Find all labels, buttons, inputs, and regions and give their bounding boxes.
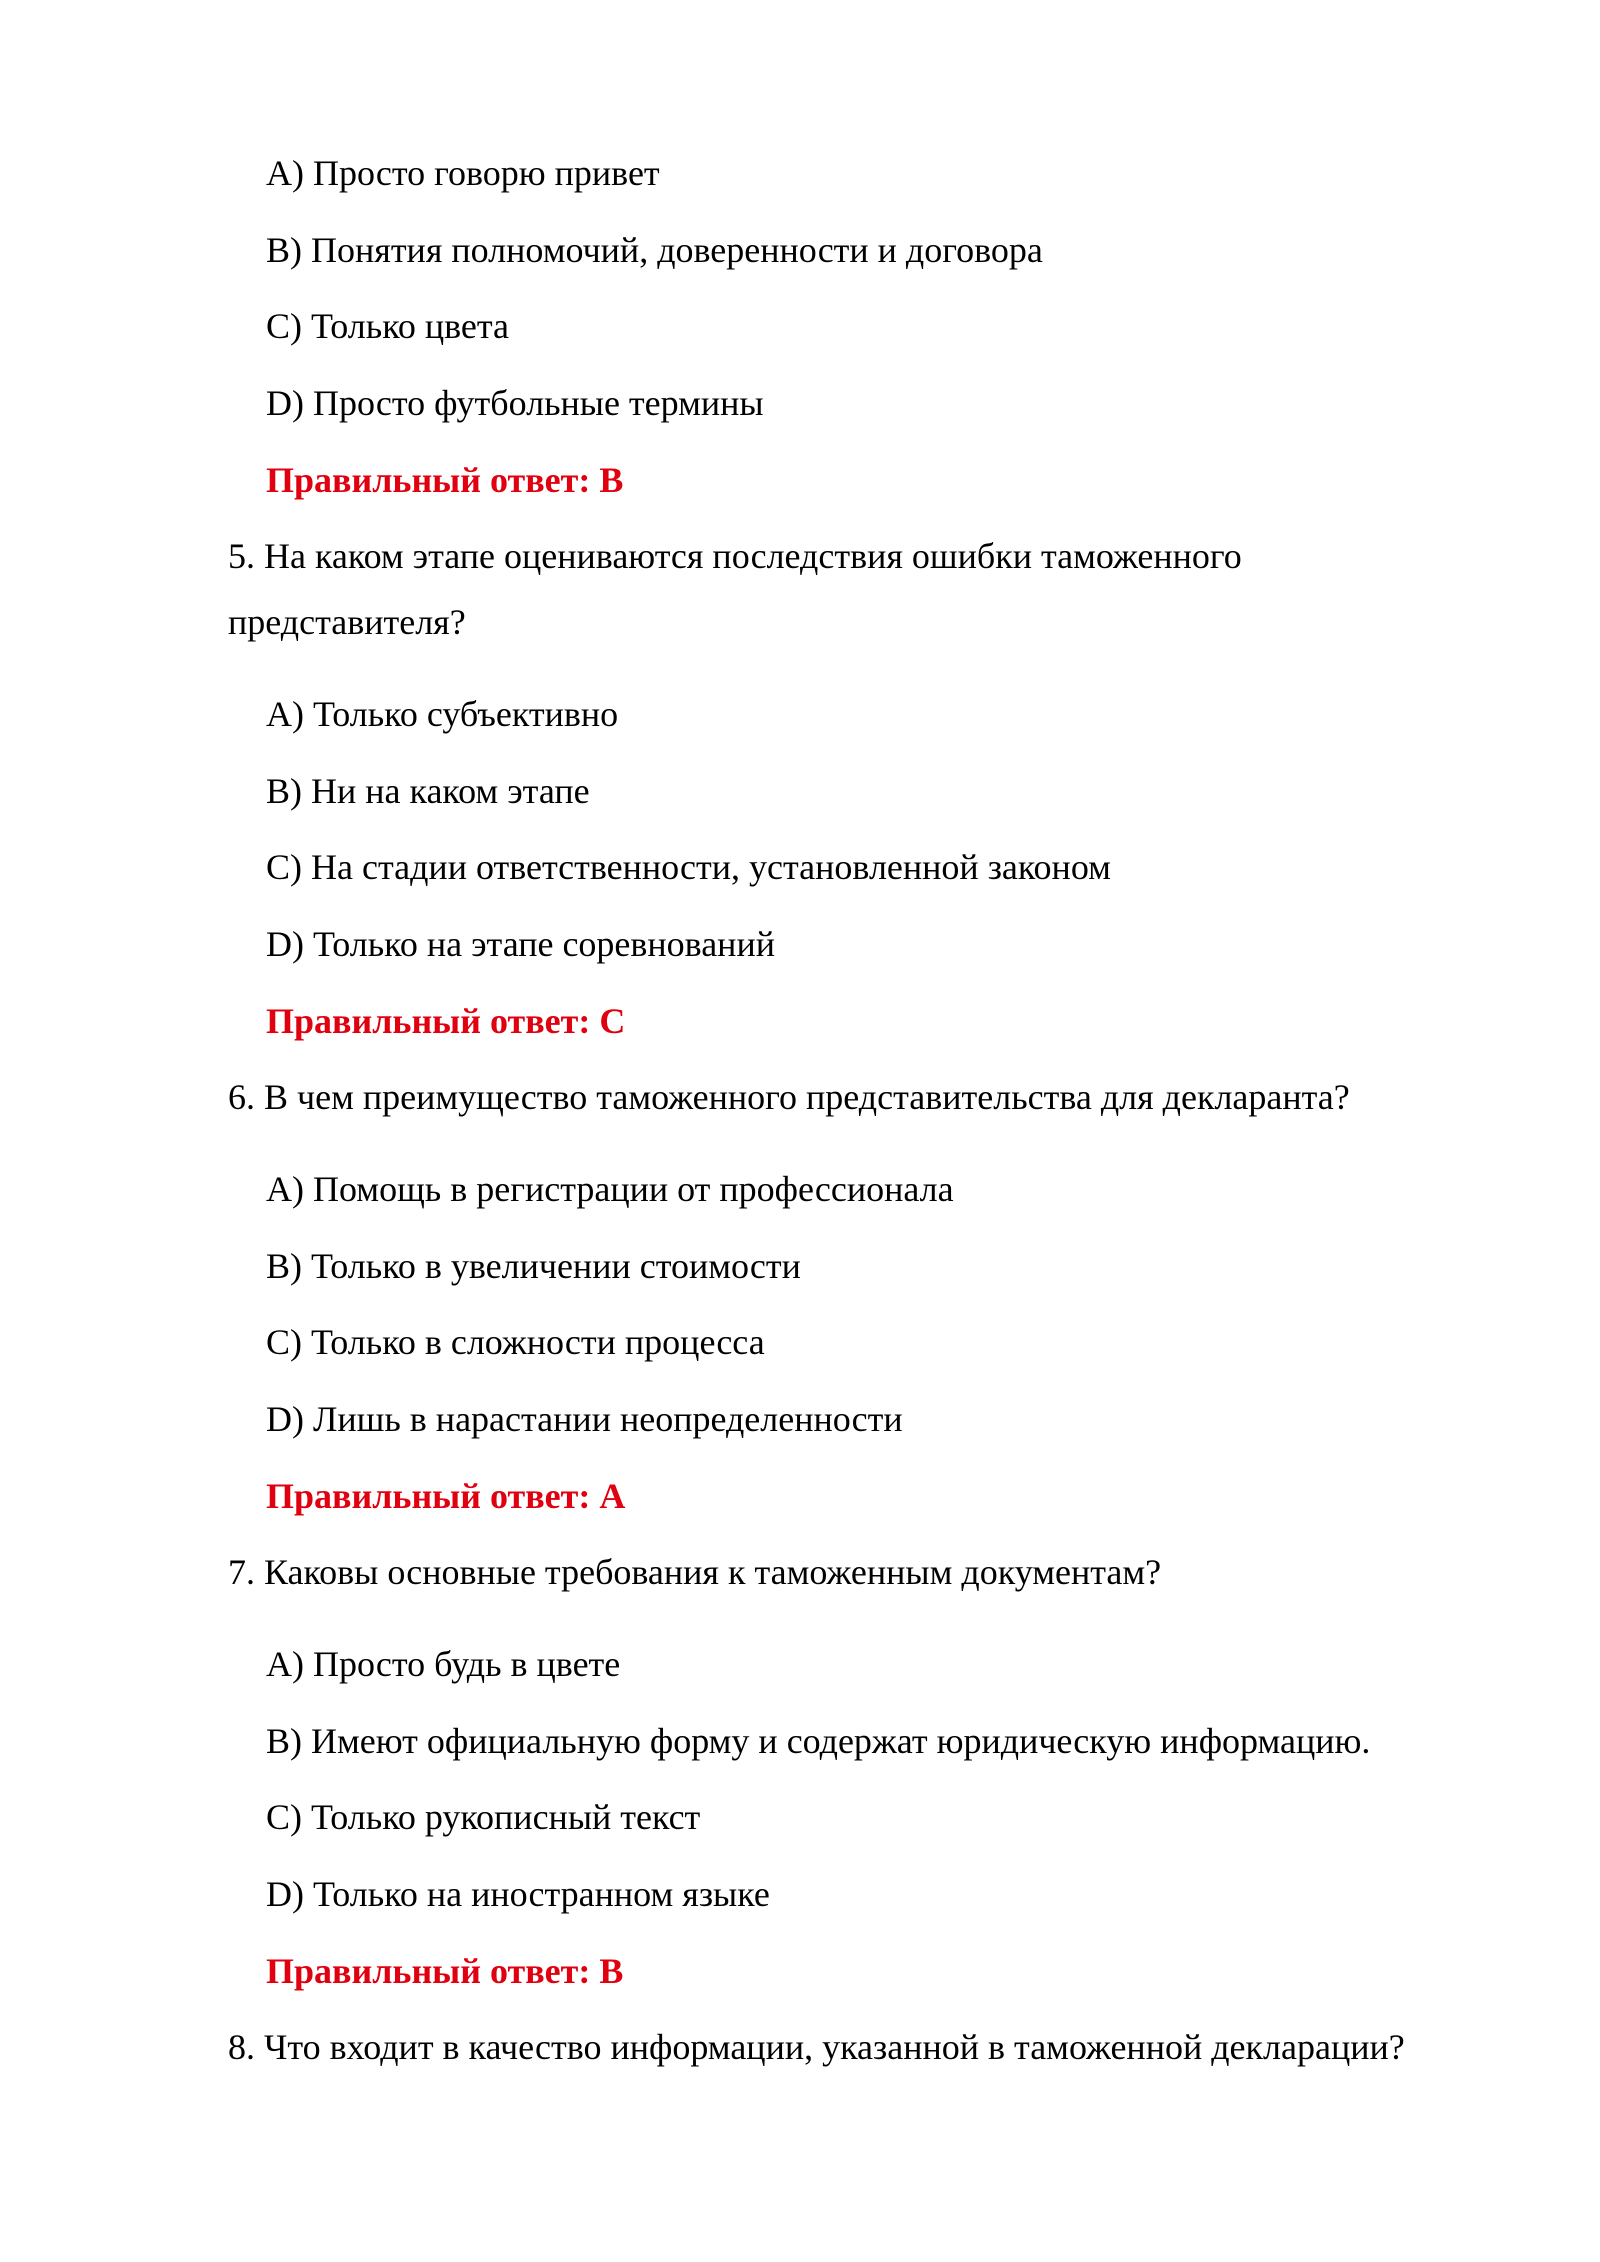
option-b: B) Ни на каком этапе xyxy=(266,771,590,811)
question-text: 8. Что входит в качество информации, указанной в таможенной декларации? xyxy=(228,2027,1405,2067)
option-b: B) Имеют официальную форму и содержат юридическую информацию. xyxy=(266,1721,1371,1761)
question-text: 5. На каком этапе оцениваются последствия ошибки таможенного xyxy=(228,536,1242,576)
correct-answer: Правильный ответ: A xyxy=(266,1476,626,1516)
option-d: D) Только на иностранном языке xyxy=(266,1874,770,1914)
question-text-continued: представителя? xyxy=(228,602,466,642)
correct-answer: Правильный ответ: C xyxy=(266,1001,626,1041)
question-text: 7. Каковы основные требования к таможенным документам? xyxy=(228,1552,1162,1592)
option-a: A) Только субъективно xyxy=(266,694,619,734)
option-a: A) Просто говорю привет xyxy=(266,153,660,193)
option-a: A) Помощь в регистрации от профессионала xyxy=(266,1169,954,1209)
option-c: C) Только рукописный текст xyxy=(266,1797,701,1837)
option-c: C) На стадии ответственности, установленной законом xyxy=(266,847,1111,887)
option-a: A) Просто будь в цвете xyxy=(266,1644,621,1684)
question-text: 6. В чем преимущество таможенного представительства для декларанта? xyxy=(228,1077,1350,1117)
correct-answer: Правильный ответ: B xyxy=(266,460,624,500)
option-b: B) Понятия полномочий, доверенности и договора xyxy=(266,230,1043,270)
correct-answer: Правильный ответ: B xyxy=(266,1951,624,1991)
option-d: D) Просто футбольные термины xyxy=(266,383,764,423)
option-c: C) Только цвета xyxy=(266,306,510,346)
option-d: D) Только на этапе соревнований xyxy=(266,924,775,964)
option-b: B) Только в увеличении стоимости xyxy=(266,1246,801,1286)
option-d: D) Лишь в нарастании неопределенности xyxy=(266,1399,903,1439)
option-c: C) Только в сложности процесса xyxy=(266,1322,765,1362)
